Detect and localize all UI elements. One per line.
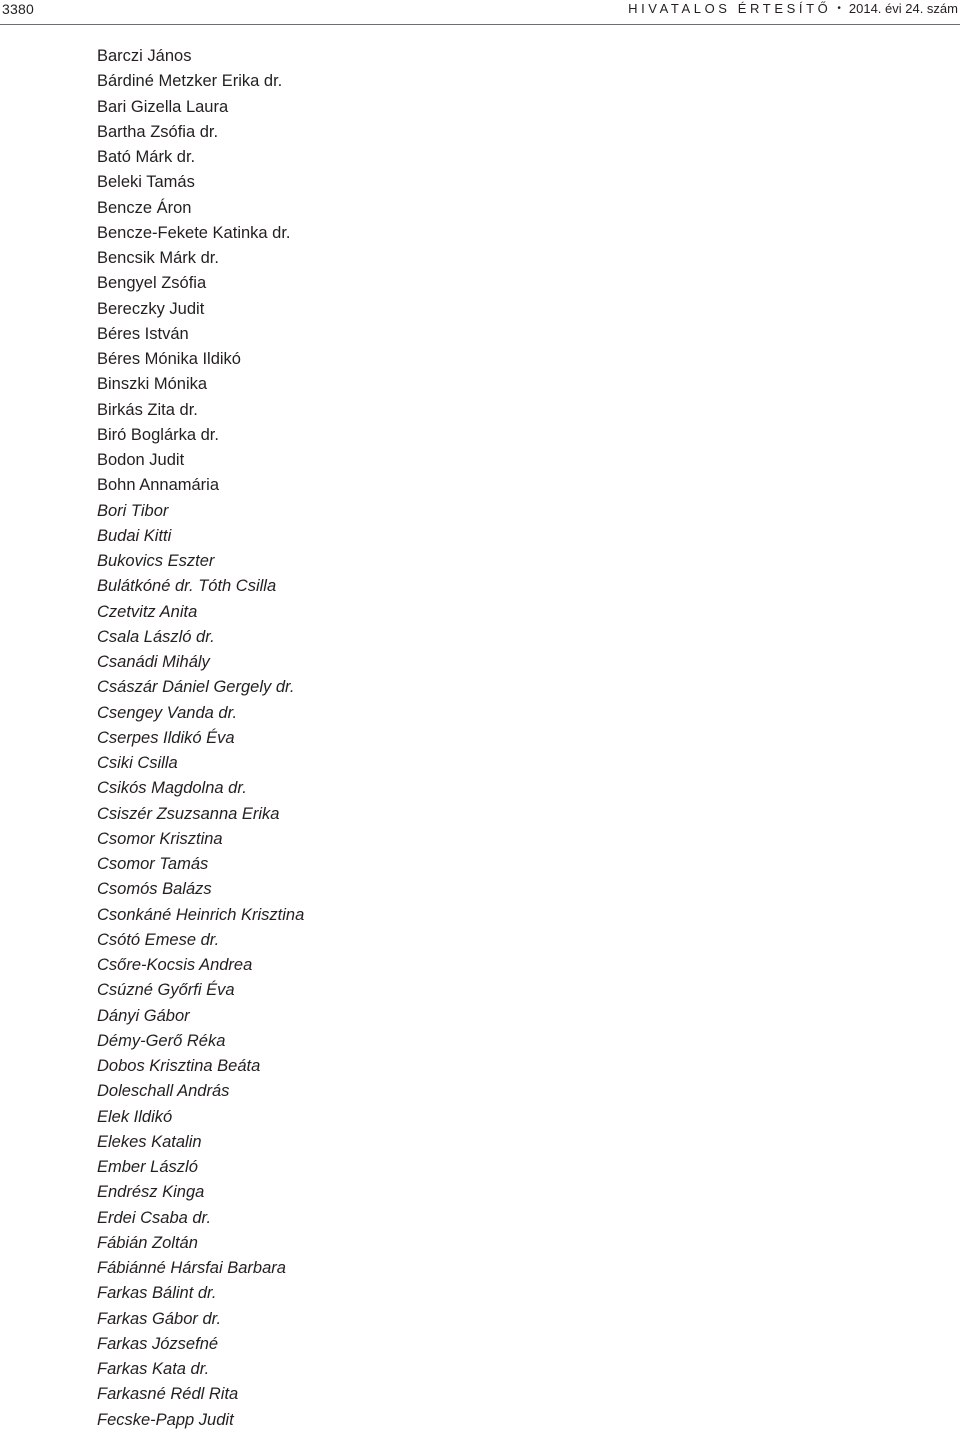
- list-item: Endrész Kinga: [97, 1183, 205, 1202]
- list-item: Démy-Gerő Réka: [97, 1031, 226, 1050]
- page-number: 3380: [2, 1, 34, 17]
- list-item: Csikós Magdolna dr.: [97, 779, 247, 798]
- list-item: Csomós Balázs: [97, 880, 212, 899]
- list-item: Bori Tibor: [97, 501, 169, 520]
- page-header: [0, 0, 960, 26]
- journal-name: HIVATALOS ÉRTESÍTŐ: [628, 1, 832, 16]
- list-item: Farkas Kata dr.: [97, 1360, 210, 1378]
- list-item: Bárdiné Metzker Erika dr.: [97, 72, 283, 91]
- issue-label: 2014. évi 24. szám: [848, 1, 958, 16]
- running-head: [628, 1, 958, 17]
- list-item: Czetvitz Anita: [97, 602, 198, 621]
- list-item: Farkas Gábor dr.: [97, 1309, 222, 1328]
- list-item: Farkas Bálint dr.: [97, 1284, 217, 1303]
- header-rule: [0, 24, 960, 25]
- list-item: Bartha Zsófia dr.: [97, 122, 219, 141]
- list-item: Bari Gizella Laura: [97, 97, 229, 116]
- list-item: Dobos Krisztina Beáta: [97, 1057, 261, 1075]
- list-item: Császár Dániel Gergely dr.: [97, 678, 295, 697]
- bullet-separator: •: [837, 3, 841, 14]
- list-item: Barczi János: [97, 47, 192, 65]
- list-item: Fecske-Papp Judit: [97, 1410, 234, 1429]
- list-item: Bodon Judit: [97, 451, 185, 469]
- list-item: Bereczky Judit: [97, 299, 205, 318]
- list-item: Csiki Csilla: [97, 754, 178, 772]
- list-item: Farkas Józsefné: [97, 1334, 219, 1353]
- list-item: Bohn Annamária: [97, 476, 220, 495]
- list-item: Csomor Tamás: [97, 855, 209, 873]
- list-item: Béres István: [97, 324, 189, 343]
- list-item: Csomor Krisztina: [97, 829, 223, 848]
- name-list: [97, 44, 304, 1433]
- list-item: Bató Márk dr.: [97, 148, 196, 166]
- list-item: Biró Boglárka dr.: [97, 425, 219, 444]
- list-item: Budai Kitti: [97, 526, 172, 545]
- list-item: Csonkáné Heinrich Krisztina: [97, 905, 305, 924]
- list-item: Csőre-Kocsis Andrea: [97, 956, 253, 974]
- list-item: Doleschall András: [97, 1082, 230, 1101]
- list-item: Beleki Tamás: [97, 173, 195, 192]
- list-item: Csanádi Mihály: [97, 653, 210, 671]
- list-item: Binszki Mónika: [97, 375, 208, 394]
- list-item: Fábiánné Hársfai Barbara: [97, 1259, 286, 1277]
- list-item: Csala László dr.: [97, 627, 215, 646]
- list-item: Béres Mónika Ildikó: [97, 350, 241, 368]
- list-item: Bencze-Fekete Katinka dr.: [97, 223, 291, 242]
- list-item: Fábián Zoltán: [97, 1233, 198, 1252]
- list-item: Dányi Gábor: [97, 1006, 190, 1025]
- list-item: Bukovics Eszter: [97, 552, 215, 570]
- list-item: Csengey Vanda dr.: [97, 703, 238, 722]
- list-item: Bencsik Márk dr.: [97, 249, 219, 267]
- list-item: Elek Ildikó: [97, 1107, 173, 1126]
- list-item: Farkasné Rédl Rita: [97, 1385, 239, 1404]
- list-item: Bulátkóné dr. Tóth Csilla: [97, 577, 277, 596]
- list-item: Csótó Emese dr.: [97, 930, 220, 949]
- list-item: Bencze Áron: [97, 198, 192, 217]
- list-item: Bengyel Zsófia: [97, 274, 207, 293]
- list-item: Csúzné Győrfi Éva: [97, 981, 235, 1000]
- list-item: Csiszér Zsuzsanna Erika: [97, 804, 280, 823]
- list-item: Erdei Csaba dr.: [97, 1208, 212, 1227]
- list-item: Birkás Zita dr.: [97, 400, 198, 419]
- list-item: Elekes Katalin: [97, 1132, 202, 1151]
- list-item: Cserpes Ildikó Éva: [97, 728, 235, 747]
- list-item: Ember László: [97, 1158, 198, 1176]
